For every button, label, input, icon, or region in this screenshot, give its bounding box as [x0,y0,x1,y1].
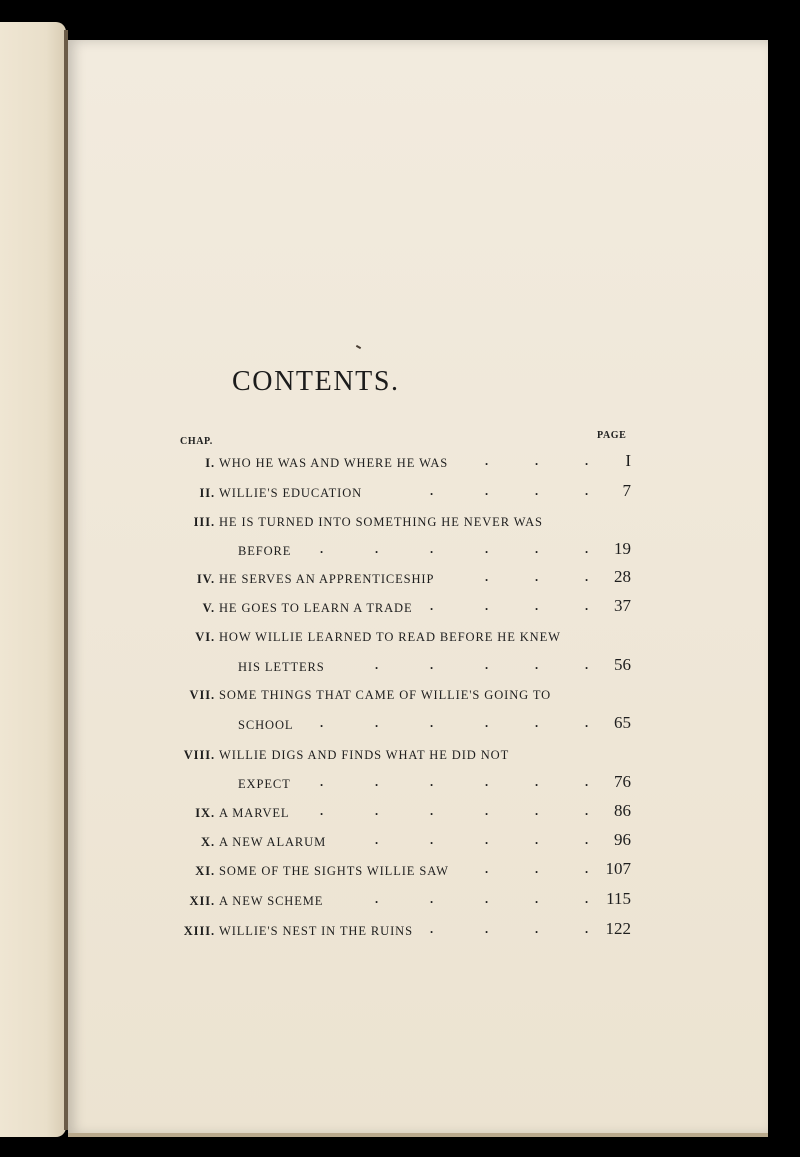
leader-dot: . [585,570,589,584]
leader-dot: . [485,833,489,847]
leader-dot: . [535,542,539,556]
chapter-title: WILLIE'S NEST IN THE RUINS [219,924,413,938]
leader-dot: . [375,542,379,556]
leader-dot: . [485,484,489,498]
chapter-number: VII. [189,688,215,702]
leader-dot: . [430,804,434,818]
leader-dot: . [585,454,589,468]
leader-dot: . [535,599,539,613]
toc-entry [160,596,638,623]
toc-entry [160,539,638,566]
leader-dot: . [485,599,489,613]
chapter-title: WHO HE WAS AND WHERE HE WAS [219,456,449,470]
leader-dot: . [485,570,489,584]
leader-dot: . [375,716,379,730]
leader-dot: . [585,775,589,789]
toc-entry [160,801,638,828]
leader-dot: . [375,833,379,847]
leader-dot: . [585,833,589,847]
leader-dot: . [535,454,539,468]
leader-dot: . [375,658,379,672]
chapter-number: VIII. [183,748,215,762]
toc-entry [160,567,638,594]
leader-dot: . [430,833,434,847]
leader-dot: . [585,542,589,556]
leader-dot: . [535,570,539,584]
chapter-title: A NEW SCHEME [219,894,324,908]
chapter-title: WILLIE'S EDUCATION [219,486,363,500]
leader-dot: . [485,862,489,876]
chapter-title: WILLIE DIGS AND FINDS WHAT HE DID NOT [219,748,510,762]
leader-dot: . [320,542,324,556]
chapter-title: HE SERVES AN APPRENTICESHIP [219,572,435,586]
chapter-title: HIS LETTERS [238,660,325,674]
leader-dot: . [535,484,539,498]
leader-dot: . [485,775,489,789]
leader-dot: . [485,454,489,468]
leader-dot: . [535,922,539,936]
leader-dot: . [535,833,539,847]
chapter-title: SCHOOL [238,718,294,732]
leader-dot: . [485,658,489,672]
leader-dot: . [485,542,489,556]
chapter-title: A NEW ALARUM [219,835,327,849]
leader-dot: . [375,775,379,789]
page-column-header: PAGE [597,430,627,441]
toc-entry [160,889,638,916]
leader-dot: . [535,804,539,818]
chapter-number: X. [201,835,215,849]
leader-dot: . [585,599,589,613]
chapter-number: XII. [189,894,215,908]
chapter-number: IV. [196,572,215,586]
chapter-title: SOME OF THE SIGHTS WILLIE SAW [219,864,449,878]
page-number: I [625,451,631,470]
leader-dot: . [485,892,489,906]
chapter-title: HE GOES TO LEARN A TRADE [219,601,413,615]
chapter-title: SOME THINGS THAT CAME OF WILLIE'S GOING TO [219,688,552,702]
toc-entry [160,748,638,770]
toc-entry [160,515,638,537]
leader-dot: . [535,716,539,730]
page-number: 115 [606,889,631,908]
leader-dot: . [585,922,589,936]
leader-dot: . [585,484,589,498]
leader-dot: . [320,804,324,818]
leader-dot: . [485,804,489,818]
leader-dot: . [430,484,434,498]
page-number: 37 [614,596,631,615]
chap-column-header: CHAP. [180,436,213,447]
chapter-number: XI. [195,864,215,878]
contents-title: CONTENTS. [232,366,400,397]
chapter-title: BEFORE [238,544,292,558]
toc-entry [160,481,638,508]
leader-dot: . [485,716,489,730]
leader-dot: . [585,892,589,906]
leader-dot: . [535,862,539,876]
leader-dot: . [485,922,489,936]
leader-dot: . [375,804,379,818]
page-number: 76 [614,772,631,791]
chapter-number: II. [199,486,215,500]
leader-dot: . [535,892,539,906]
leader-dot: . [430,892,434,906]
toc-entry [160,630,638,652]
chapter-number: IX. [195,806,215,820]
page-number: 19 [614,539,631,558]
leader-dot: . [535,775,539,789]
leader-dot: . [430,599,434,613]
toc-entry [160,713,638,740]
toc-entry [160,830,638,857]
chapter-title: HE IS TURNED INTO SOMETHING HE NEVER WAS [219,515,543,529]
chapter-number: VI. [195,630,215,644]
leader-dot: . [320,716,324,730]
chapter-number: V. [202,601,215,615]
chapter-number: III. [193,515,215,529]
leader-dot: . [430,716,434,730]
page-number: 7 [622,481,631,500]
leader-dot: . [585,862,589,876]
toc-entry [160,859,638,886]
leader-dot: . [585,716,589,730]
chapter-title: EXPECT [238,777,291,791]
toc-entry [160,919,638,946]
page-number: 122 [605,919,631,938]
leader-dot: . [320,775,324,789]
page-number: 28 [614,567,631,586]
page-number: 86 [614,801,631,820]
leader-dot: . [430,775,434,789]
leader-dot: . [430,922,434,936]
page-number: 56 [614,655,631,674]
toc-entry [160,688,638,710]
chapter-title: A MARVEL [219,806,290,820]
page-number: 65 [614,713,631,732]
toc-entry [160,655,638,682]
chapter-title: HOW WILLIE LEARNED TO READ BEFORE HE KNEW [219,630,561,644]
chapter-number: I. [205,456,215,470]
toc-entry [160,772,638,799]
page-number: 107 [605,859,631,878]
toc-entry [160,451,638,478]
leader-dot: . [535,658,539,672]
leader-dot: . [585,804,589,818]
leader-dot: . [375,892,379,906]
leader-dot: . [585,658,589,672]
leader-dot: . [430,658,434,672]
page-number: 96 [614,830,631,849]
leader-dot: . [430,542,434,556]
chapter-number: XIII. [183,924,215,938]
